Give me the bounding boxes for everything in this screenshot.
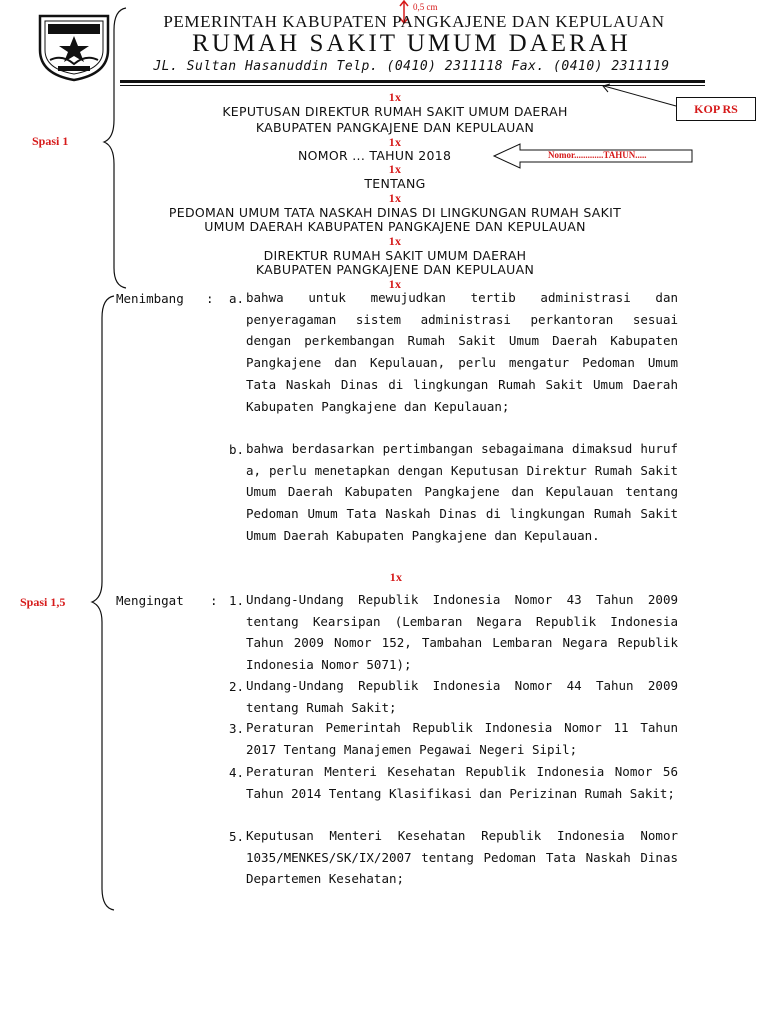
subject-line-1: PEDOMAN UMUM TATA NASKAH DINAS DI LINGKUNGAN RUMAH SAKIT [168, 205, 622, 220]
menimbang-marker-a: a. [228, 291, 244, 306]
spasi-1-label: Spasi 1 [32, 134, 69, 148]
mengingat-marker-1: 1. [228, 593, 244, 608]
spacing-mark-3: 1x [388, 162, 402, 176]
menimbang-marker-b: b. [228, 442, 244, 457]
menimbang-item-b: bahwa berdasarkan pertimbangan sebagaimana dimaksud huruf a, perlu menetapkan dengan Keputusan Direktur Rumah Sakit Umum Daerah Kabupaten Pangkajene dan Kepulauan tentang Pedoman Umum Tata Naskah Dinas di lingkungan Rumah Sakit Umum Daerah Kabupaten Pangkajene dan Kepulauan. [246, 441, 678, 543]
director-line-1: DIREKTUR RUMAH SAKIT UMUM DAERAH [263, 248, 527, 263]
spacing-mark-1: 1x [388, 90, 402, 104]
spacing-mark-7: 1x [389, 570, 403, 584]
spacing-mark-5: 1x [388, 234, 402, 248]
hospital-heading: RUMAH SAKIT UMUM DAERAH [192, 30, 631, 57]
title-line-1: KEPUTUSAN DIREKTUR RUMAH SAKIT UMUM DAERAH [222, 104, 568, 119]
director-line-2: KABUPATEN PANGKAJENE DAN KEPULAUAN [255, 262, 535, 277]
mengingat-item-2: Undang-Undang Republik Indonesia Nomor 44 Tahun 2009 tentang Rumah Sakit; [246, 678, 678, 715]
mengingat-marker-4: 4. [228, 765, 244, 780]
mengingat-marker-3: 3. [228, 721, 244, 736]
mengingat-label: Mengingat [116, 593, 184, 608]
kop-rs-label: KOP RS [676, 97, 756, 121]
nomor-callout-label: Nomor.............TAHUN..... [548, 150, 647, 160]
government-heading: PEMERINTAH KABUPATEN PANGKAJENE DAN KEPULAUAN [163, 12, 665, 31]
spacing-mark-2: 1x [388, 135, 402, 149]
top-margin-note: 0,5 cm [413, 2, 438, 12]
mengingat-colon: : [210, 593, 218, 608]
menimbang-item-a: bahwa untuk mewujudkan tertib administrasi dan penyeragaman sistem administrasi perkantoran sesuai dengan perkembangan Rumah Sakit Umum Daerah Kabupaten Pangkajene dan Kepulauan, perlu mengatur Pedoman Umum Tata Naskah Dinas di lingkungan Rumah Sakit Umum Daerah Kabupaten Pangkajene dan Kepulauan; [246, 290, 678, 414]
spacing-mark-6: 1x [388, 277, 402, 291]
spacing-mark-4: 1x [388, 191, 402, 205]
mengingat-item-1: Undang-Undang Republik Indonesia Nomor 43 Tahun 2009 tentang Kearsipan (Lembaran Negara Republik Indonesia Tahun 2009 Nomor 152, Tambahan Lembaran Negara Republik Indonesia Nomor 5071); [246, 592, 678, 673]
spasi-15-label: Spasi 1,5 [20, 595, 66, 609]
title-line-2: KABUPATEN PANGKAJENE DAN KEPULAUAN [255, 120, 535, 135]
subject-line-2: UMUM DAERAH KABUPATEN PANGKAJENE DAN KEPULAUAN [204, 219, 586, 234]
mengingat-item-3: Peraturan Pemerintah Republik Indonesia Nomor 11 Tahun 2017 Tentang Manajemen Pegawai Negeri Sipil; [246, 720, 678, 757]
mengingat-item-4: Peraturan Menteri Kesehatan Republik Indonesia Nomor 56 Tahun 2014 Tentang Klasifikasi dan Perizinan Rumah Sakit; [246, 764, 678, 801]
spasi-15-brace-icon [88, 292, 118, 914]
mengingat-marker-5: 5. [228, 829, 244, 844]
menimbang-colon: : [206, 291, 214, 306]
mengingat-marker-2: 2. [228, 679, 244, 694]
nomor-line: NOMOR ... TAHUN 2018 [298, 148, 452, 163]
tentang-line: TENTANG [364, 176, 426, 191]
menimbang-label: Menimbang [116, 291, 184, 306]
address-line: JL. Sultan Hasanuddin Telp. (0410) 2311118 Fax. (0410) 2311119 [153, 59, 670, 74]
mengingat-item-5: Keputusan Menteri Kesehatan Republik Indonesia Nomor 1035/MENKES/SK/IX/2007 tentang Pedoman Tata Naskah Dinas Departemen Kesehatan; [246, 828, 678, 887]
